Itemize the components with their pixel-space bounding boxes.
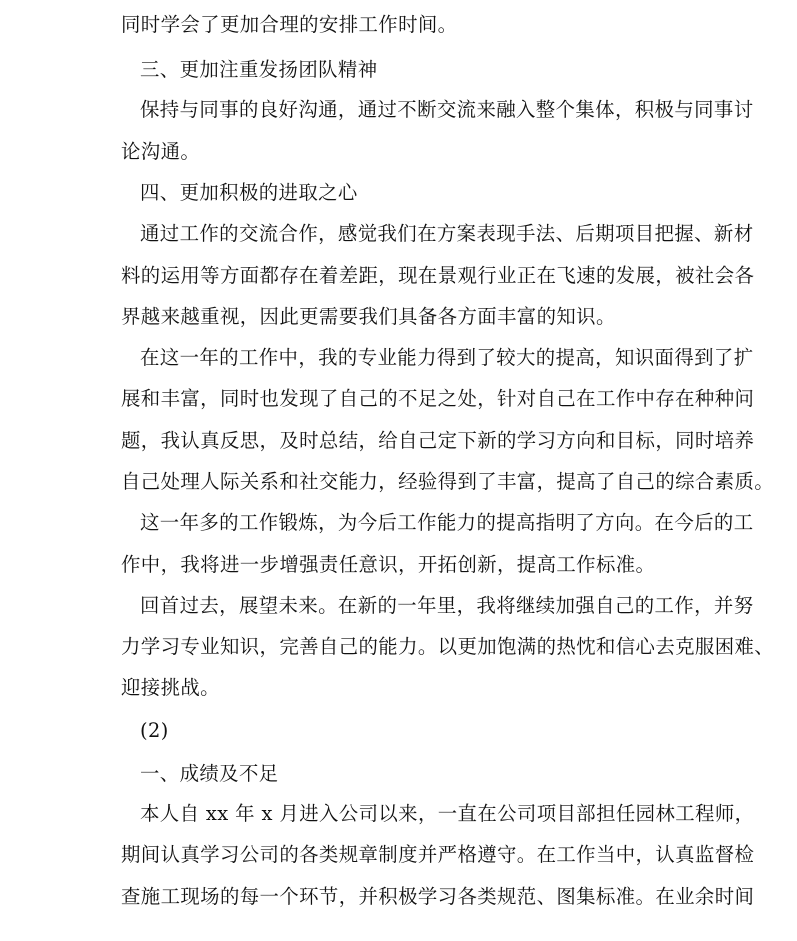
line-text: 本人自 xx 年 x 月进入公司以来，一直在公司项目部担任园林工程师， [140,802,755,825]
paragraph-line [0,843,797,867]
line-text: 迎接挑战。 [121,676,220,699]
paragraph-line [0,13,797,37]
paragraph-line [0,222,797,246]
line-text: 查施工现场的每一个环节，并积极学习各类规范、图集标准。在业余时间 [121,885,755,908]
paragraph-line [0,346,797,370]
paragraph-line [0,635,797,659]
paragraph-line [0,802,797,826]
line-text: 期间认真学习公司的各类规章制度并严格遵守。在工作当中，认真监督检 [121,843,755,866]
line-text: 作中，我将进一步增强责任意识，开拓创新，提高工作标准。 [121,553,656,576]
line-text: 题，我认真反思，及时总结，给自己定下新的学习方向和目标，同时培养 [121,429,755,452]
paragraph-line [0,470,797,494]
line-text: 料的运用等方面都存在着差距，现在景观行业正在飞速的发展，被社会各 [121,264,755,287]
line-text: 自己处理人际关系和社交能力，经验得到了丰富，提高了自己的综合素质。 [121,470,775,493]
paragraph-line [0,885,797,909]
heading-text: 四、更加积极的进取之心 [140,181,358,204]
paragraph-line [0,305,797,329]
line-text: 论沟通。 [121,140,201,163]
line-text: 回首过去，展望未来。在新的一年里，我将继续加强自己的工作，并努 [140,594,754,617]
paragraph-line [0,511,797,535]
paragraph-line [0,98,797,122]
line-text: 展和丰富，同时也发现了自己的不足之处，针对自己在工作中存在种种问 [121,387,755,410]
paragraph-line [0,429,797,453]
line-text: 保持与同事的良好沟通，通过不断交流来融入整个集体，积极与同事讨 [140,98,754,121]
paragraph-line [0,264,797,288]
paragraph-line [0,594,797,618]
section-number [0,719,797,743]
section-heading [0,181,797,205]
heading-text: 三、更加注重发扬团队精神 [140,58,378,81]
section-heading [0,58,797,82]
line-text: 在这一年的工作中，我的专业能力得到了较大的提高，知识面得到了扩 [140,346,754,369]
paragraph-line [0,387,797,411]
section-number-text: (2) [140,719,169,742]
line-text: 通过工作的交流合作，感觉我们在方案表现手法、后期项目把握、新材 [140,222,754,245]
line-text: 这一年多的工作锻炼，为今后工作能力的提高指明了方向。在今后的工 [140,511,754,534]
paragraph-line [0,676,797,700]
heading-text: 一、成绩及不足 [140,762,279,785]
paragraph-line [0,553,797,577]
line-text: 同时学会了更加合理的安排工作时间。 [121,13,458,36]
section-heading [0,762,797,786]
paragraph-line [0,140,797,164]
line-text: 界越来越重视，因此更需要我们具备各方面丰富的知识。 [121,305,616,328]
line-text: 力学习专业知识，完善自己的能力。以更加饱满的热忱和信心去克服困难、 [121,635,775,658]
